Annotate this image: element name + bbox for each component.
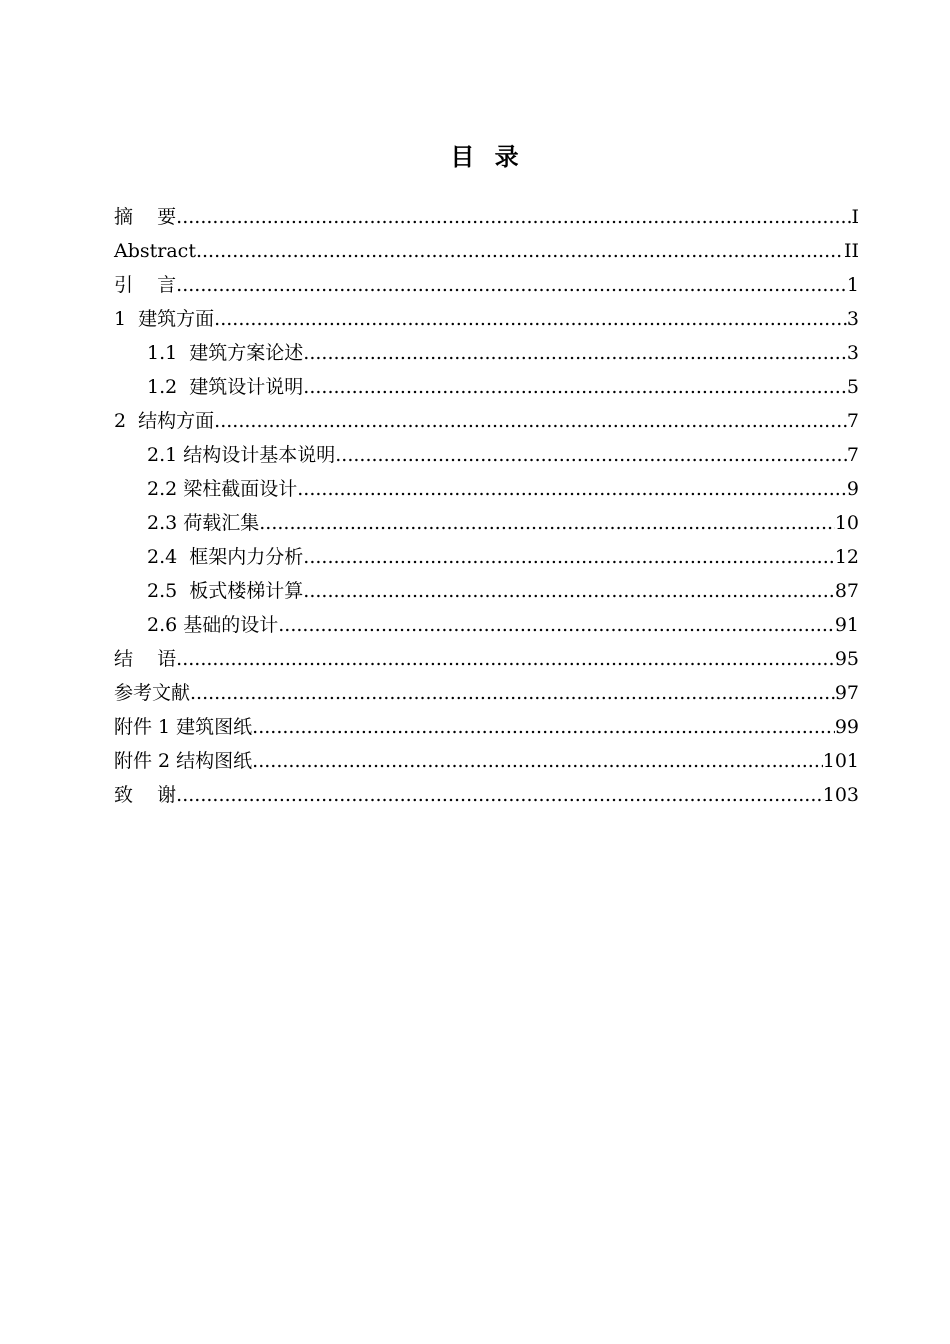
toc-entry-conclusion[interactable] bbox=[114, 642, 859, 676]
toc-entry-introduction[interactable] bbox=[114, 268, 859, 302]
toc-entry-appendix-1[interactable] bbox=[114, 710, 859, 744]
toc-entry-acknowledgements[interactable] bbox=[114, 778, 859, 812]
toc-entry-page: 12 bbox=[834, 546, 859, 568]
toc-dot-leader bbox=[252, 744, 823, 778]
toc-dot-leader bbox=[303, 574, 835, 608]
toc-dot-leader bbox=[335, 438, 847, 472]
toc-entry-page: 5 bbox=[846, 376, 859, 398]
toc-entry-label: 2 结构方面 bbox=[114, 410, 215, 432]
toc-entry-page: 99 bbox=[834, 716, 859, 738]
toc-entry-label: 参考文献 bbox=[114, 682, 191, 704]
toc-entry-references[interactable] bbox=[114, 676, 859, 710]
toc-dot-leader bbox=[176, 778, 823, 812]
toc-dot-leader bbox=[278, 608, 835, 642]
toc-entry-page: 91 bbox=[834, 614, 859, 636]
toc-entry-2-2[interactable] bbox=[114, 472, 859, 506]
toc-entry-label: 致 谢 bbox=[114, 784, 177, 806]
toc-entry-page: 3 bbox=[846, 308, 859, 330]
toc-entry-label: 附件 2 结构图纸 bbox=[114, 750, 253, 772]
toc-entry-abstract-cn[interactable] bbox=[114, 200, 859, 234]
toc-dot-leader bbox=[297, 472, 847, 506]
toc-entry-appendix-2[interactable] bbox=[114, 744, 859, 778]
toc-entry-page: 97 bbox=[834, 682, 859, 704]
toc-entry-page: 9 bbox=[846, 478, 859, 500]
toc-entry-page: 3 bbox=[846, 342, 859, 364]
toc-entry-label: 2.1 结构设计基本说明 bbox=[147, 444, 336, 466]
toc-entry-page: 7 bbox=[846, 444, 859, 466]
toc-entry-abstract-en[interactable] bbox=[114, 234, 859, 268]
toc-dot-leader bbox=[196, 234, 844, 268]
toc-entry-page: 1 bbox=[846, 274, 859, 296]
toc-entry-label: 摘 要 bbox=[114, 206, 177, 228]
toc-list bbox=[114, 200, 859, 812]
toc-entry-page: 7 bbox=[846, 410, 859, 432]
toc-dot-leader bbox=[176, 642, 835, 676]
toc-entry-label: 2.2 梁柱截面设计 bbox=[147, 478, 298, 500]
toc-entry-label: 1.2 建筑设计说明 bbox=[147, 376, 304, 398]
toc-entry-label: 2.5 板式楼梯计算 bbox=[147, 580, 304, 602]
toc-entry-label: 附件 1 建筑图纸 bbox=[114, 716, 253, 738]
toc-entry-1-1[interactable] bbox=[114, 336, 859, 370]
toc-dot-leader bbox=[214, 302, 847, 336]
toc-entry-2-1[interactable] bbox=[114, 438, 859, 472]
toc-entry-architecture[interactable] bbox=[114, 302, 859, 336]
toc-dot-leader bbox=[303, 370, 847, 404]
toc-entry-page: 10 bbox=[834, 512, 859, 534]
toc-dot-leader bbox=[176, 200, 851, 234]
toc-entry-page: II bbox=[843, 240, 859, 262]
toc-entry-label: 1.1 建筑方案论述 bbox=[147, 342, 304, 364]
toc-title: 目 录 bbox=[450, 143, 525, 171]
toc-entry-1-2[interactable] bbox=[114, 370, 859, 404]
toc-entry-2-5[interactable] bbox=[114, 574, 859, 608]
toc-dot-leader bbox=[190, 676, 835, 710]
toc-entry-label: 引 言 bbox=[114, 274, 177, 296]
toc-dot-leader bbox=[214, 404, 847, 438]
toc-entry-page: 103 bbox=[822, 784, 859, 806]
toc-entry-label: 2.4 框架内力分析 bbox=[147, 546, 304, 568]
toc-entry-2-6[interactable] bbox=[114, 608, 859, 642]
toc-entry-2-3[interactable] bbox=[114, 506, 859, 540]
toc-entry-label: 1 建筑方面 bbox=[114, 308, 215, 330]
toc-dot-leader bbox=[303, 540, 835, 574]
toc-entry-label: Abstract bbox=[114, 240, 196, 262]
toc-dot-leader bbox=[252, 710, 835, 744]
toc-entry-structure[interactable] bbox=[114, 404, 859, 438]
toc-dot-leader bbox=[176, 268, 847, 302]
toc-entry-label: 2.3 荷载汇集 bbox=[147, 512, 260, 534]
toc-dot-leader bbox=[303, 336, 847, 370]
toc-entry-page: 87 bbox=[834, 580, 859, 602]
toc-entry-page: I bbox=[851, 206, 859, 228]
toc-entry-page: 95 bbox=[834, 648, 859, 670]
toc-dot-leader bbox=[259, 506, 835, 540]
toc-entry-label: 2.6 基础的设计 bbox=[147, 614, 279, 636]
toc-entry-page: 101 bbox=[822, 750, 859, 772]
toc-entry-2-4[interactable] bbox=[114, 540, 859, 574]
toc-entry-label: 结 语 bbox=[114, 648, 177, 670]
